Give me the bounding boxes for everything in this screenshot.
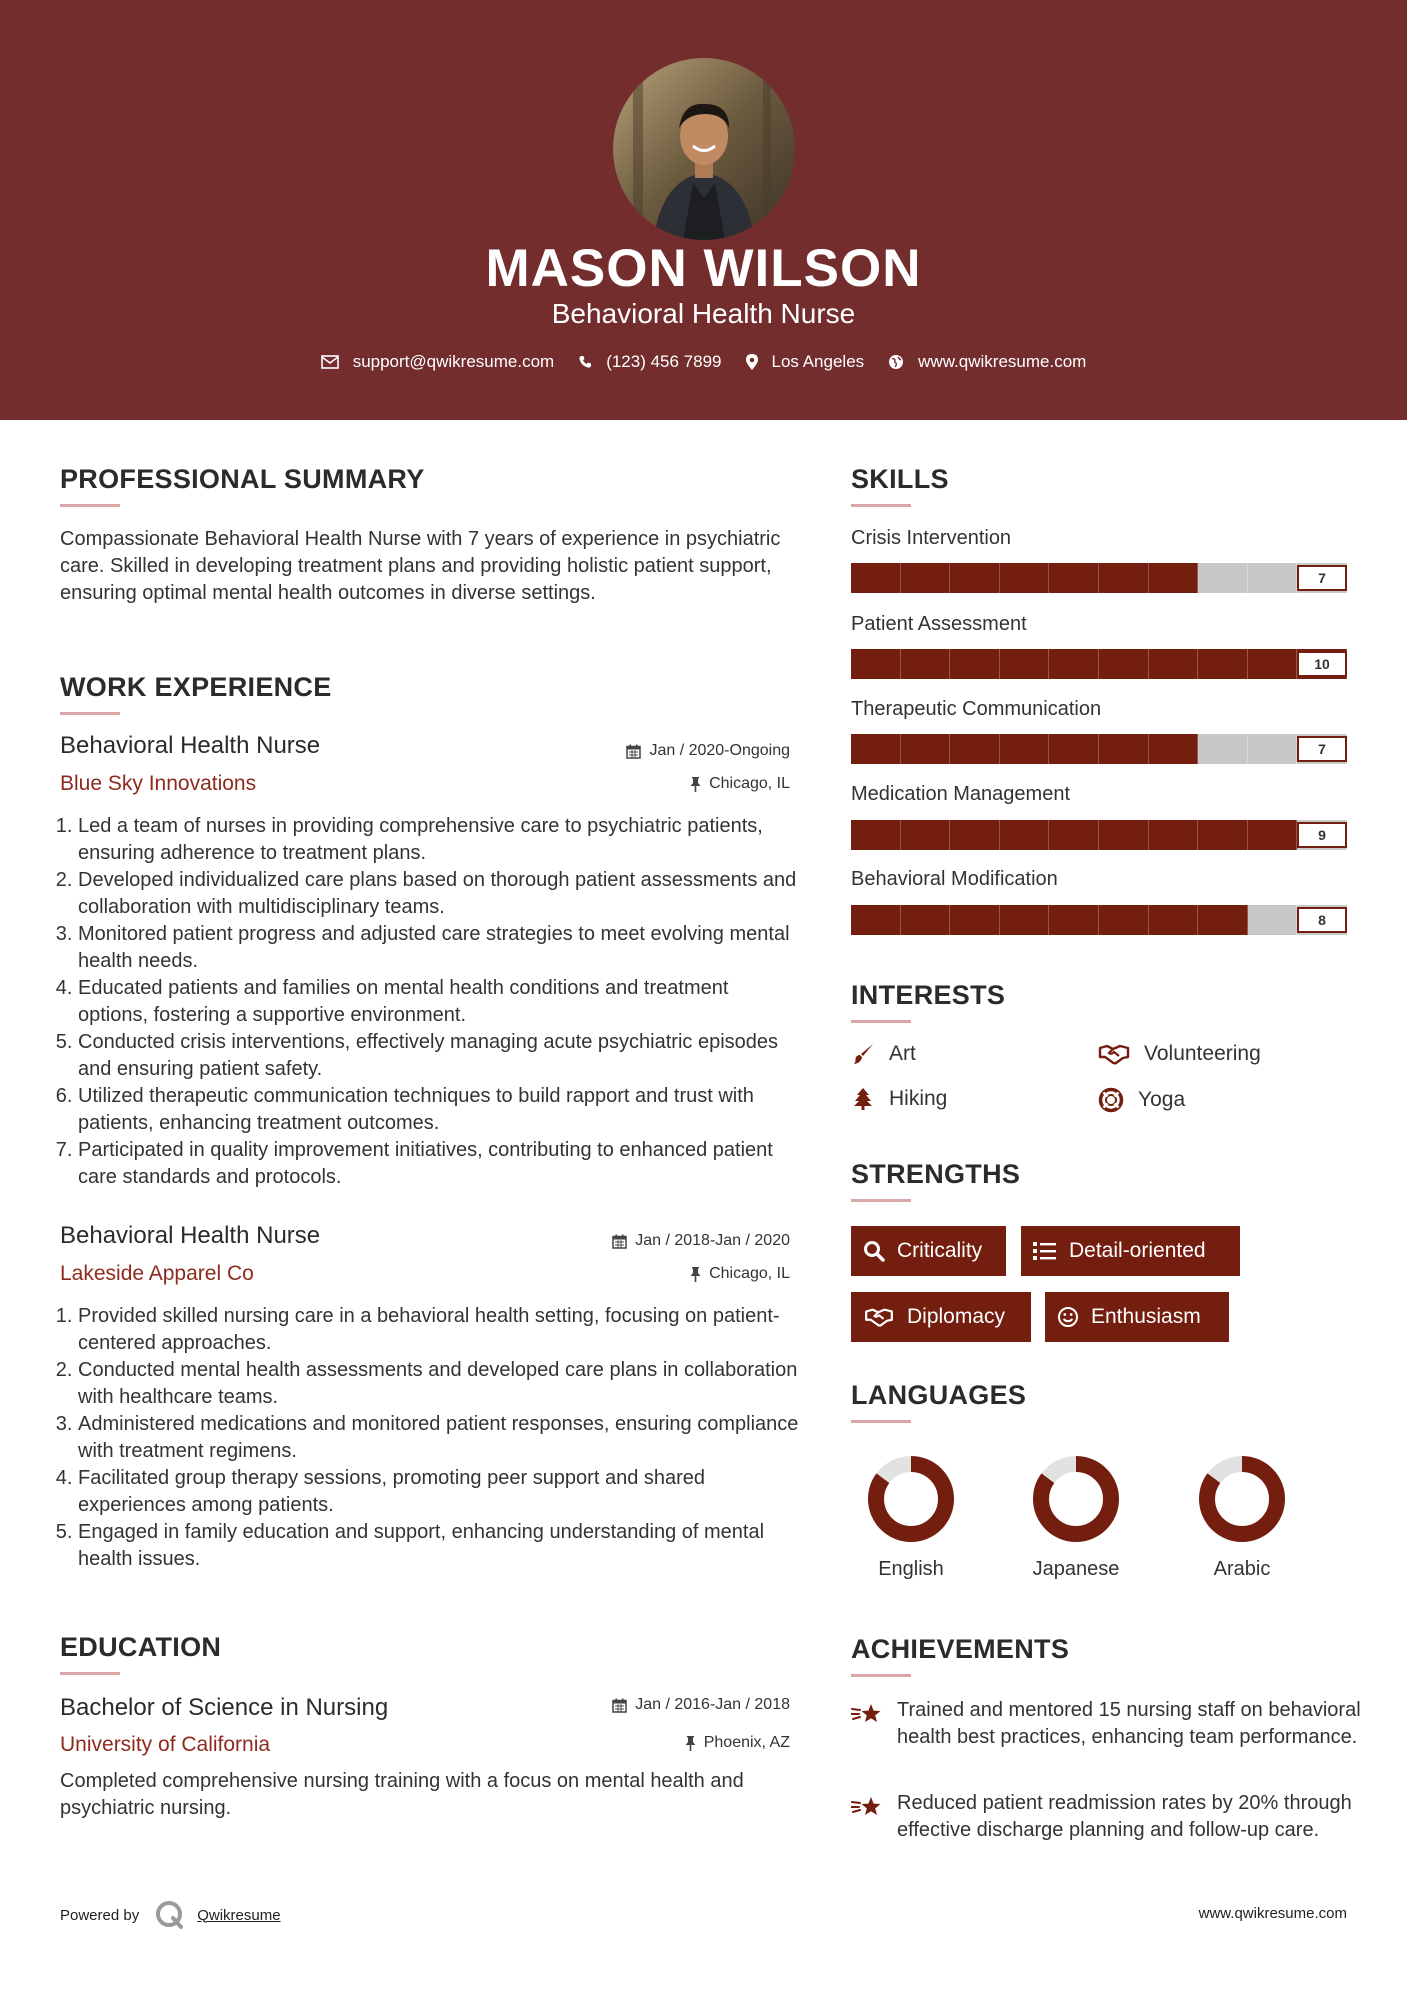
strength-label: Enthusiasm [1091, 1305, 1201, 1328]
skill-bar-segment [1049, 734, 1099, 764]
strength-tag-criticality [851, 1226, 1006, 1276]
skill-bar [851, 563, 1347, 593]
skill-bar-segment [1248, 820, 1298, 850]
interest-label: Art [889, 1042, 916, 1065]
education-school: University of California [60, 1733, 271, 1756]
qwikresume-logo-icon [153, 1898, 187, 1932]
languages-rule [851, 1420, 911, 1423]
skill-bar-segment [1099, 649, 1149, 679]
skill-bar-segment [1049, 563, 1099, 593]
interest-hiking [851, 1087, 947, 1111]
skill-bar-segment [851, 563, 901, 593]
job-1-title: Behavioral Health Nurse [60, 732, 321, 759]
experience-rule [60, 712, 120, 715]
skill-bar-segment [1049, 905, 1099, 935]
handshake-icon [863, 1306, 895, 1328]
job-1-company: Blue Sky Innovations [60, 772, 257, 795]
skill-level: 8 [1297, 907, 1347, 933]
skill-bar-segment [1248, 563, 1298, 593]
profile-photo-image [613, 58, 795, 240]
job-1-duty: 6. Utilized therapeutic communication techniques to build rapport and trust with patients, enhancing treatment outcomes. [78, 1083, 800, 1137]
education-location [520, 1734, 790, 1752]
skill-bar-segment [901, 905, 951, 935]
skill-bar-segment [1000, 905, 1050, 935]
job-2-duty: 3. Administered medications and monitored patient responses, ensuring compliance with treatment regimens. [78, 1411, 800, 1465]
interest-label: Volunteering [1144, 1042, 1261, 1065]
interest-label: Yoga [1138, 1088, 1186, 1111]
skill-label: Crisis Intervention [851, 527, 1012, 549]
job-2-company: Lakeside Apparel Co [60, 1262, 254, 1285]
job-2-duties [60, 1303, 800, 1573]
skill-level: 9 [1297, 822, 1347, 848]
skill-bar-segment [1000, 649, 1050, 679]
skill-label: Behavioral Modification [851, 868, 1058, 890]
job-1-duty: 1. Led a team of nurses in providing comprehensive care to psychiatric patients, ensuring adherence to treatment plans. [78, 813, 800, 867]
skill-bar-segment [1000, 563, 1050, 593]
job-1-duties [60, 813, 800, 1191]
skill-label: Patient Assessment [851, 613, 1027, 635]
skill-bar [851, 905, 1347, 935]
resume-header [0, 0, 1407, 420]
strengths-rule [851, 1199, 911, 1202]
language-donut [1197, 1454, 1287, 1544]
strength-tag-diplomacy [851, 1292, 1031, 1342]
skill-bar-segment [1149, 905, 1199, 935]
language-label: Arabic [1213, 1558, 1271, 1580]
skill-bar [851, 649, 1347, 679]
language-arabic [1172, 1454, 1312, 1581]
phone-text: (123) 456 7899 [606, 352, 722, 371]
skill-bar-segment [1049, 649, 1099, 679]
skill-bar-segment [1248, 905, 1298, 935]
skill-bar-segment [851, 820, 901, 850]
job-2-dates-text: Jan / 2018-Jan / 2020 [635, 1232, 790, 1249]
skill-bar-segment [1149, 649, 1199, 679]
achievement-item [851, 1790, 1371, 1844]
skill-bar-segment [851, 905, 901, 935]
shooting-star-icon [851, 1794, 883, 1820]
interest-volunteering [1098, 1042, 1261, 1066]
life-ring-icon [1098, 1087, 1124, 1113]
map-pin-icon [746, 354, 758, 370]
footer-website[interactable]: www.qwikresume.com [1198, 1905, 1347, 1922]
job-1-dates-text: Jan / 2020-Ongoing [649, 742, 790, 759]
language-japanese [1006, 1454, 1146, 1581]
skill-bar-segment [1000, 820, 1050, 850]
search-icon [863, 1240, 885, 1262]
skill-level: 7 [1297, 565, 1347, 591]
job-2-location-text: Chicago, IL [709, 1265, 790, 1282]
skill-level: 10 [1297, 651, 1347, 677]
skill-bar-segment [1049, 820, 1099, 850]
job-1-location-text: Chicago, IL [709, 775, 790, 792]
experience-heading: WORK EXPERIENCE [60, 672, 332, 702]
skill-bar-segment [1099, 734, 1149, 764]
list-icon [1033, 1241, 1057, 1261]
powered-by-text: Powered by [60, 1906, 140, 1924]
achievement-text: Reduced patient readmission rates by 20% through effective discharge planning and follow-up care. [897, 1792, 1352, 1841]
job-1-duty: 5. Conducted crisis interventions, effectively managing acute psychiatric episodes and ensuring patient safety. [78, 1029, 800, 1083]
education-location-text: Phoenix, AZ [703, 1734, 790, 1751]
job-2-title: Behavioral Health Nurse [60, 1222, 321, 1249]
footer-powered-by [60, 1898, 281, 1932]
contact-bar [0, 352, 1407, 372]
education-rule [60, 1672, 120, 1675]
handshake-icon [1098, 1042, 1130, 1066]
job-1-dates [520, 742, 790, 760]
job-2-dates [520, 1232, 790, 1250]
contact-phone[interactable] [578, 352, 721, 372]
job-2-location [520, 1265, 790, 1283]
strength-label: Detail-oriented [1069, 1239, 1206, 1262]
skill-bar-segment [1248, 649, 1298, 679]
job-2-duty: 4. Facilitated group therapy sessions, promoting peer support and shared experiences among patients. [78, 1465, 800, 1519]
skill-bar-segment [1198, 905, 1248, 935]
language-label: Japanese [1032, 1558, 1120, 1580]
job-1-location [520, 775, 790, 793]
skill-bar-segment [950, 820, 1000, 850]
skill-bar-segment [1099, 563, 1149, 593]
skill-bar-segment [1000, 734, 1050, 764]
skill-bar-segment [950, 734, 1000, 764]
skill-bar-segment [901, 563, 951, 593]
skill-bar-segment [901, 734, 951, 764]
language-donut [1031, 1454, 1121, 1544]
skill-bar-segment [1198, 734, 1248, 764]
summary-heading: PROFESSIONAL SUMMARY [60, 464, 425, 494]
email-text: support@qwikresume.com [352, 352, 555, 371]
skill-bar-segment [1198, 649, 1248, 679]
skill-bar [851, 734, 1347, 764]
skill-bar [851, 820, 1347, 850]
education-text: Completed comprehensive nursing training with a focus on mental health and psychiatric nursing. [60, 1770, 744, 1819]
skill-bar-segment [901, 649, 951, 679]
job-2-duty: 2. Conducted mental health assessments and developed care plans in collaboration with healthcare teams. [78, 1357, 800, 1411]
summary-text: Compassionate Behavioral Health Nurse with 7 years of experience in psychiatric care. Skilled in developing treatment plans and providing holistic patient support, ensuring optimal mental health outcomes in diverse settings. [60, 528, 781, 604]
calendar-icon [612, 1698, 627, 1713]
skill-bar-segment [901, 820, 951, 850]
envelope-icon [321, 355, 339, 369]
achievement-text: Trained and mentored 15 nursing staff on behavioral health best practices, enhancing team performance. [897, 1699, 1361, 1748]
skill-label: Therapeutic Communication [851, 698, 1102, 720]
strength-tag-enthusiasm [1045, 1292, 1229, 1342]
skill-bar-segment [950, 649, 1000, 679]
contact-website[interactable] [888, 352, 1086, 372]
skill-bar-segment [1099, 820, 1149, 850]
education-heading: EDUCATION [60, 1632, 222, 1662]
skill-bar-segment [851, 734, 901, 764]
pushpin-icon [690, 777, 701, 792]
profile-photo [613, 58, 795, 240]
pushpin-icon [685, 1736, 696, 1751]
language-label: English [878, 1558, 944, 1580]
achievement-item [851, 1697, 1371, 1751]
strengths-heading: STRENGTHS [851, 1159, 1021, 1189]
interests-heading: INTERESTS [851, 980, 1006, 1010]
interests-rule [851, 1020, 911, 1023]
languages-heading: LANGUAGES [851, 1380, 1027, 1410]
calendar-icon [612, 1234, 627, 1249]
job-2-duty: 1. Provided skilled nursing care in a behavioral health setting, focusing on patient-centered approaches. [78, 1303, 800, 1357]
strength-tag-detail-oriented [1021, 1226, 1240, 1276]
skill-bar-segment [1198, 563, 1248, 593]
summary-rule [60, 504, 120, 507]
achievements-rule [851, 1674, 911, 1677]
paintbrush-icon [851, 1042, 875, 1066]
candidate-name: MASON WILSON [485, 239, 922, 298]
job-1-duty: 4. Educated patients and families on mental health conditions and treatment options, fostering a supportive environment. [78, 975, 800, 1029]
tree-icon [851, 1087, 875, 1111]
strength-label: Diplomacy [907, 1305, 1006, 1328]
language-donut [866, 1454, 956, 1544]
skill-bar-segment [851, 649, 901, 679]
contact-email[interactable] [321, 352, 555, 372]
interest-yoga [1098, 1087, 1185, 1113]
globe-icon [888, 354, 904, 370]
achievements-heading: ACHIEVEMENTS [851, 1634, 1070, 1664]
skill-bar-segment [1198, 820, 1248, 850]
skills-rule [851, 504, 911, 507]
phone-icon [578, 355, 592, 369]
interest-art [851, 1042, 916, 1066]
job-1-duty: 2. Developed individualized care plans based on thorough patient assessments and collaboration with multidisciplinary teams. [78, 867, 800, 921]
education-degree: Bachelor of Science in Nursing [60, 1694, 389, 1721]
pushpin-icon [690, 1267, 701, 1282]
strength-label: Criticality [897, 1239, 983, 1262]
education-dates [520, 1696, 790, 1714]
candidate-title: Behavioral Health Nurse [551, 298, 856, 329]
qwikresume-link[interactable]: Qwikresume [197, 1906, 281, 1924]
skill-bar-segment [1248, 734, 1298, 764]
job-2-duty: 5. Engaged in family education and support, enhancing understanding of mental health issues. [78, 1519, 800, 1573]
shooting-star-icon [851, 1701, 883, 1727]
calendar-icon [626, 744, 641, 759]
job-1-duty: 7. Participated in quality improvement initiatives, contributing to enhanced patient care standards and protocols. [78, 1137, 800, 1191]
smile-icon [1057, 1306, 1079, 1328]
contact-location[interactable] [746, 352, 865, 372]
location-text: Los Angeles [771, 352, 865, 371]
skill-level: 7 [1297, 736, 1347, 762]
skill-bar-segment [1149, 563, 1199, 593]
interest-label: Hiking [889, 1087, 948, 1110]
skill-label: Medication Management [851, 783, 1071, 805]
skills-heading: SKILLS [851, 464, 949, 494]
skill-bar-segment [1149, 820, 1199, 850]
job-1-duty: 3. Monitored patient progress and adjusted care strategies to meet evolving mental health needs. [78, 921, 800, 975]
website-text: www.qwikresume.com [918, 352, 1087, 371]
education-dates-text: Jan / 2016-Jan / 2018 [635, 1696, 790, 1713]
skill-bar-segment [1149, 734, 1199, 764]
skill-bar-segment [950, 905, 1000, 935]
skill-bar-segment [1099, 905, 1149, 935]
skill-bar-segment [950, 563, 1000, 593]
language-english [841, 1454, 981, 1581]
